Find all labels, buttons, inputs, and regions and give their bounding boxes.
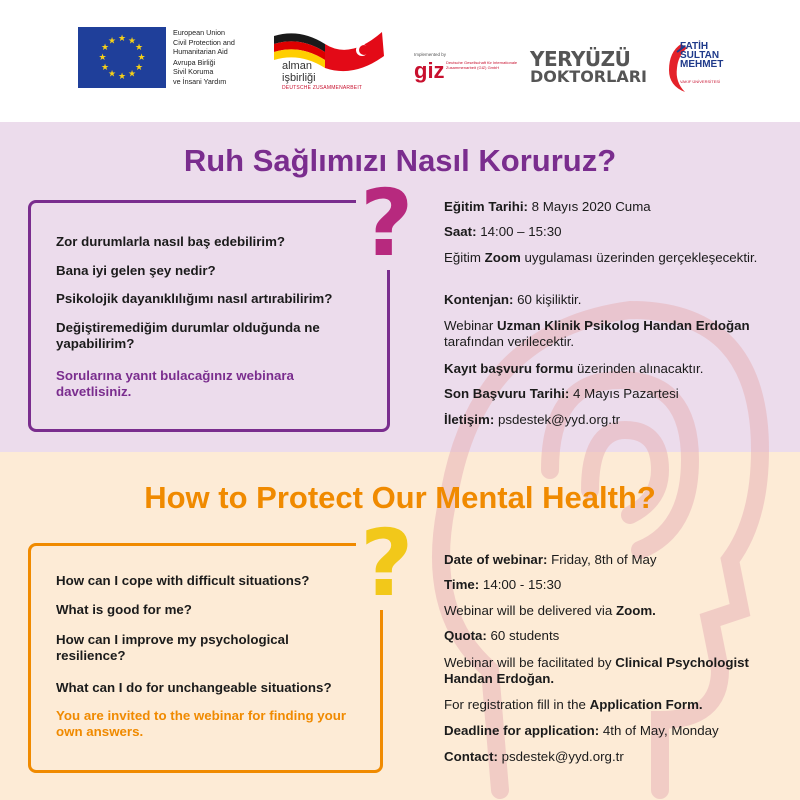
eu-logo-text: European Union Civil Protection and Humanitarian Aid Avrupa Birliği Sivil Koruma ve İnsani Yardım (173, 28, 235, 86)
turkish-question: Psikolojik dayanıklılığımı nasıl artırabilirim? (56, 291, 333, 306)
svg-text:★: ★ (100, 43, 110, 53)
english-zoom-line: Webinar will be delivered via Zoom. (444, 603, 656, 618)
giz-note-text: Deutsche Gesellschaft für Internationale Zusammenarbeit (GIZ) GmbH (446, 60, 518, 70)
logo-bar (0, 0, 800, 122)
turkish-question: Değiştiremediğim durumlar olduğunda ne yapabilirim? (56, 320, 320, 351)
fsm-university-subtext: VAKIF ÜNİVERSİTESİ (680, 79, 721, 84)
question-mark-icon: ? (356, 178, 417, 270)
fsm-university-text: FATİH SULTAN MEHMET (680, 41, 724, 70)
giz-implemented-text: Implemented by (414, 52, 447, 57)
turkish-contact-line: İletişim: psdestek@yyd.org.tr (444, 412, 621, 427)
svg-text:★: ★ (134, 63, 144, 73)
turkish-date-line: Eğitim Tarihi: 8 Mayıs 2020 Cuma (444, 199, 651, 214)
turkish-title: Ruh Sağlımızı Nasıl Koruruz? (183, 143, 617, 178)
svg-text:★: ★ (127, 69, 137, 80)
english-time-line: Time: 14:00 - 15:30 (444, 577, 562, 592)
svg-text:★: ★ (100, 63, 110, 73)
turkish-deadline-line: Son Başvuru Tarihi: 4 Mayıs Pazartesi (444, 386, 679, 401)
turkish-quota-line: Kontenjan: 60 kişiliktir. (444, 292, 582, 307)
english-question: How can I improve my psychological resilience? (56, 632, 289, 663)
eu-flag-icon (78, 27, 166, 88)
english-facilitator-line: Webinar will be facilitated by Clinical Psychologist Handan Erdoğan. (444, 655, 749, 686)
alman-text: alman (282, 60, 312, 72)
turkish-question: Zor durumlarla nasıl baş edebilirim? (56, 234, 286, 249)
english-title: How to Protect Our Mental Health? (144, 480, 656, 515)
english-quota-line: Quota: 60 students (444, 628, 560, 643)
giz-logo: giz (414, 58, 445, 83)
svg-text:★: ★ (127, 36, 137, 47)
turkish-zoom-line: Eğitim Zoom uygulaması üzerinden gerçekleşecektir. (444, 250, 758, 265)
svg-text:★: ★ (107, 69, 117, 80)
english-question: How can I cope with difficult situations? (56, 573, 310, 588)
turkish-webinar-line: Webinar Uzman Klinik Psikolog Handan Erdoğan tarafından verilecektir. (444, 318, 750, 349)
yeryuzu-doktorlari-logo: YERYÜZÜ DOKTORLARI (530, 47, 647, 86)
english-date-line: Date of webinar: Friday, 8th of May (444, 552, 657, 567)
svg-text:★: ★ (107, 36, 117, 47)
svg-text:★: ★ (134, 43, 144, 53)
svg-text:★: ★ (98, 53, 107, 63)
turkish-form-line: Kayıt başvuru formu üzerinden alınacaktır. (444, 361, 704, 376)
svg-text:★: ★ (137, 53, 146, 63)
english-invitation: You are invited to the webinar for finding your own answers. (56, 708, 347, 739)
english-question: What can I do for unchangeable situations? (56, 680, 332, 695)
turkish-invitation: Sorularına yanıt bulacağınız webinara davetlisiniz. (56, 368, 294, 399)
english-deadline-line: Deadline for application: 4th of May, Monday (444, 723, 719, 738)
english-registration-line: For registration fill in the Application Form. (444, 697, 703, 712)
deutsche-zusammenarbeit-text: DEUTSCHE ZUSAMMENARBEIT (282, 85, 363, 91)
question-mark-icon: ? (356, 518, 417, 610)
english-question: What is good for me? (56, 602, 192, 617)
svg-text:★: ★ (117, 72, 127, 82)
turkish-time-line: Saat: 14:00 – 15:30 (444, 224, 562, 239)
english-contact-line: Contact: psdestek@yyd.org.tr (444, 749, 624, 764)
isbirligi-text: işbirliği (282, 72, 316, 84)
turkish-question: Bana iyi gelen şey nedir? (56, 263, 216, 278)
svg-text:★: ★ (117, 34, 127, 44)
